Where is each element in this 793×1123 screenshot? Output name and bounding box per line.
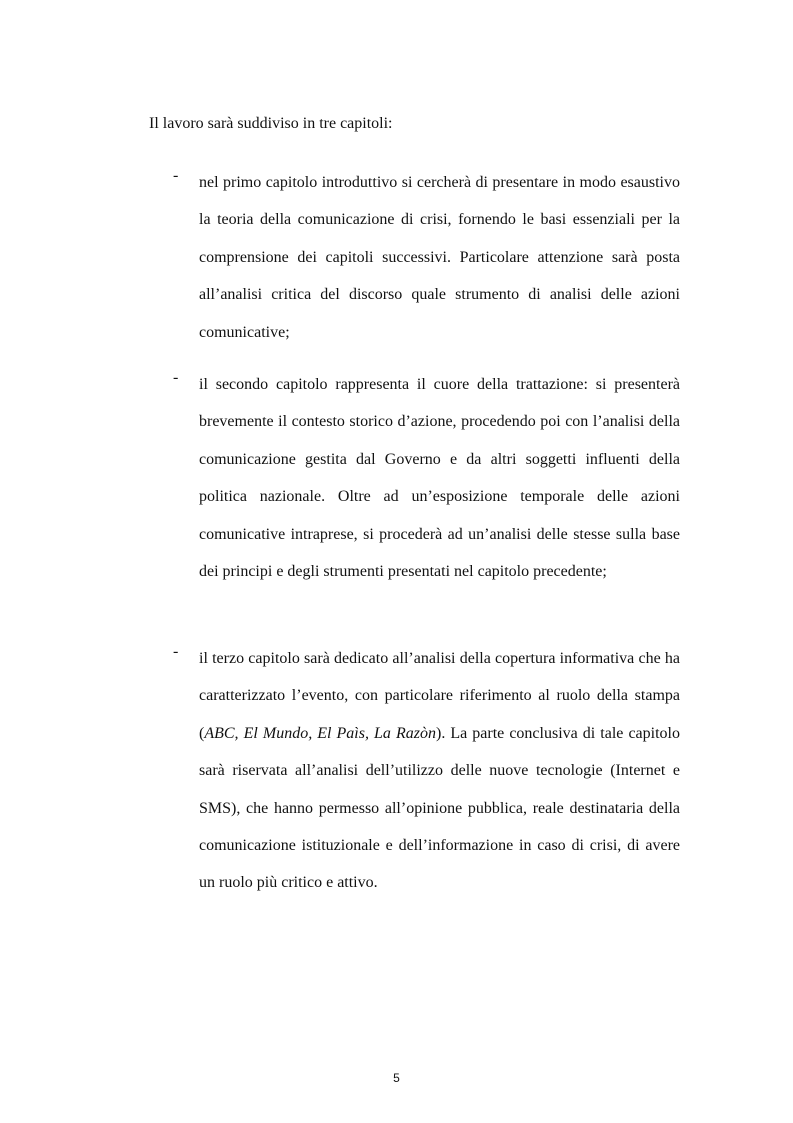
page-number: 5: [393, 1071, 400, 1085]
intro-paragraph: Il lavoro sarà suddiviso in tre capitoli:: [149, 115, 393, 132]
text-segment: nel primo capitolo introduttivo si cercherà di presentare in modo esaustivo la teoria della comunicazione di crisi, fornendo le basi essenziali per la comprensione dei capitoli successivi. Particolare attenzione sarà posta all’analisi critica del discorso quale strumento di analisi delle azioni comunicative;: [199, 174, 680, 341]
text-segment: ). La parte conclusiva di tale capitolo sarà riservata all’analisi dell’utilizzo delle nuove tecnologie (Internet e SMS), che hanno permesso all’opinione pubblica, reale destinataria della comunicazione istituzionale e dell’informazione in caso di crisi, di avere un ruolo più critico e attivo.: [199, 724, 680, 892]
text-segment: il terzo capitolo sarà dedicato all’analisi della copertura informativa che ha caratterizzato l’evento, con particolare riferimento al ruolo della stampa (: [199, 650, 680, 742]
newspaper-list-italic: ABC, El Mundo, El Paìs, La Razòn: [204, 724, 436, 742]
list-item-text: [199, 164, 680, 351]
list-item-text: [199, 640, 680, 902]
bullet-dash: -: [173, 369, 179, 386]
bullet-dash: -: [173, 643, 179, 660]
bullet-dash: -: [173, 167, 179, 184]
list-item-text: [199, 366, 680, 590]
text-segment: il secondo capitolo rappresenta il cuore della trattazione: si presenterà brevemente il contesto storico d’azione, procedendo poi con l’analisi della comunicazione gestita dal Governo e da altri soggetti influenti della politica nazionale. Oltre ad un’esposizione temporale delle azioni comunicative intraprese, si procederà ad un’analisi delle stesse sulla base dei principi e degli strumenti presentati nel capitolo precedente;: [199, 376, 680, 581]
